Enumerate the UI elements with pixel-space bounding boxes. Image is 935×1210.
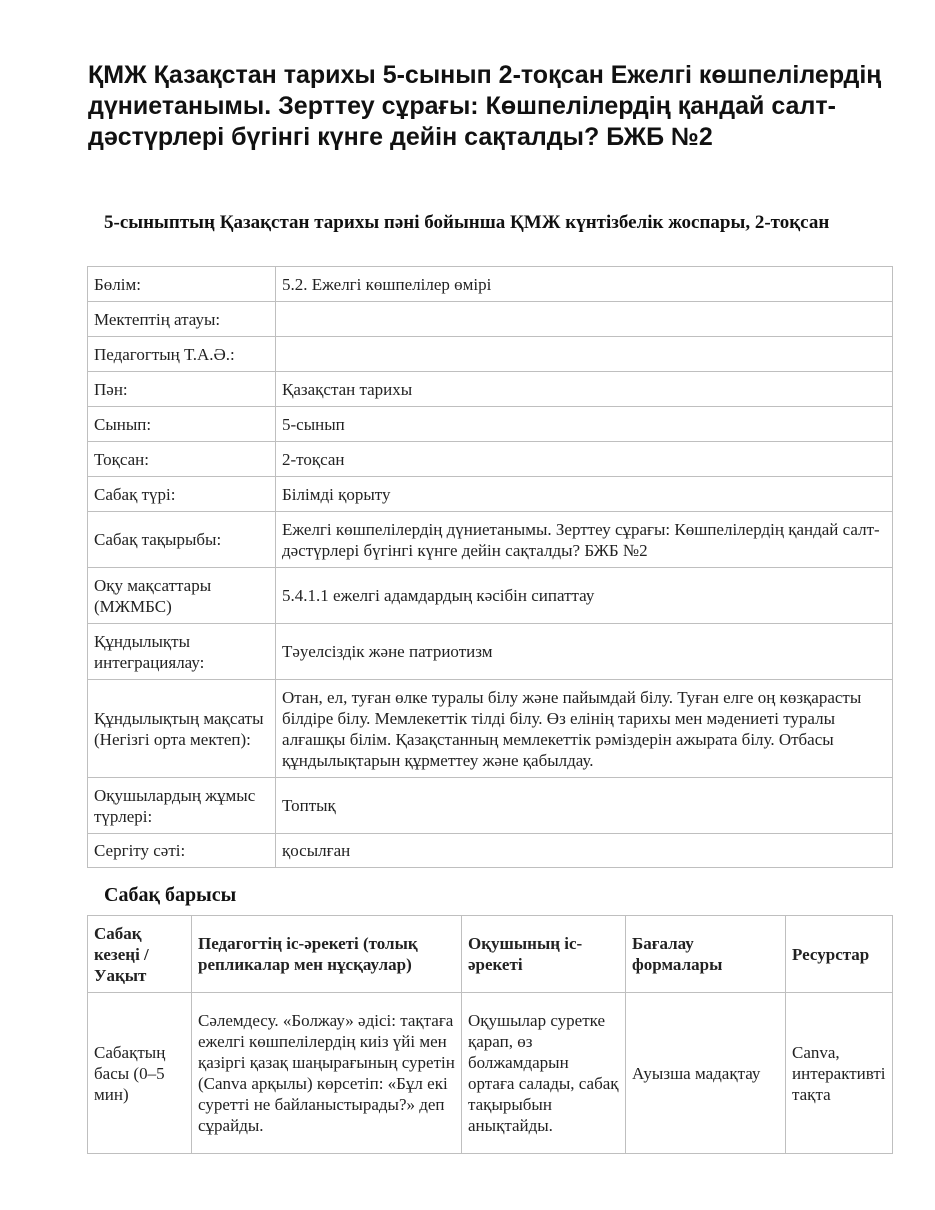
info-label: Бөлім: (88, 267, 276, 302)
table-row (88, 337, 893, 372)
resources-cell: Canva, интерактивті тақта (786, 993, 893, 1154)
info-label: Пән: (88, 372, 276, 407)
info-label: Құндылықтың мақсаты (Негізгі орта мектеп): (88, 680, 276, 778)
info-value: Ежелгі көшпелілердің дүниетанымы. Зерттеу сұрағы: Көшпелілердің қандай салт-дәстүрлері бүгінгі күнге дейін сақталды? БЖБ №2 (276, 512, 893, 568)
lesson-info-table (87, 266, 893, 868)
info-value: 5.2. Ежелгі көшпелілер өмірі (276, 267, 893, 302)
table-row (88, 624, 893, 680)
plan-subtitle: 5-сыныптың Қазақстан тарихы пәні бойынша ҚМЖ күнтізбелік жоспары, 2-тоқсан (104, 212, 830, 233)
table-header-row (88, 916, 893, 993)
table-row (88, 993, 893, 1154)
column-header-assessment: Бағалау формалары (626, 916, 786, 993)
info-value: 5.4.1.1 ежелгі адамдардың кәсібін сипаттау (276, 568, 893, 624)
info-label: Құндылықты интеграциялау: (88, 624, 276, 680)
teacher-activity-cell: Сәлемдесу. «Болжау» әдісі: тақтаға ежелгі көшпелілердің киіз үйі мен қазіргі қазақ шаңырағының суретін (Canva арқылы) көрсетіп: «Бұл екі суретті не байланыстырады?» деп сұрайды. (192, 993, 462, 1154)
table-row (88, 267, 893, 302)
info-value: Қазақстан тарихы (276, 372, 893, 407)
info-value: Білімді қорыту (276, 477, 893, 512)
lesson-progress-heading: Сабақ барысы (104, 884, 237, 906)
column-header-stage: Сабақ кезеңі / Уақыт (88, 916, 192, 993)
info-value: қосылған (276, 834, 893, 868)
table-row (88, 778, 893, 834)
info-label: Тоқсан: (88, 442, 276, 477)
document-title: ҚМЖ Қазақстан тарихы 5-сынып 2-тоқсан Ежелгі көшпелілердің дүниетанымы. Зерттеу сұрағы: Көшпелілердің қандай салт-дәстүрлері бүгінгі күнге дейін сақталды? БЖБ №2 (88, 61, 882, 151)
lesson-stage-cell: Сабақтың басы (0–5 мин) (88, 993, 192, 1154)
table-row (88, 372, 893, 407)
table-row (88, 834, 893, 868)
info-label: Мектептің атауы: (88, 302, 276, 337)
info-label: Педагогтың Т.А.Ә.: (88, 337, 276, 372)
info-value (276, 302, 893, 337)
student-activity-cell: Оқушылар суретке қарап, өз болжамдарын ортаға салады, сабақ тақырыбын анықтайды. (462, 993, 626, 1154)
table-row (88, 302, 893, 337)
table-row (88, 512, 893, 568)
info-value: Тәуелсіздік және патриотизм (276, 624, 893, 680)
info-label: Сынып: (88, 407, 276, 442)
info-label: Сабақ тақырыбы: (88, 512, 276, 568)
table-row (88, 477, 893, 512)
column-header-resources: Ресурстар (786, 916, 893, 993)
table-row (88, 442, 893, 477)
info-value: 5-сынып (276, 407, 893, 442)
assessment-cell: Ауызша мадақтау (626, 993, 786, 1154)
info-label: Оқу мақсаттары (МЖМБС) (88, 568, 276, 624)
column-header-student-activity: Оқушының іс-әрекеті (462, 916, 626, 993)
info-value: Топтық (276, 778, 893, 834)
info-value (276, 337, 893, 372)
lesson-progress-table (87, 915, 893, 1154)
column-header-teacher-activity: Педагогтің іс-әрекеті (толық репликалар мен нұсқаулар) (192, 916, 462, 993)
info-label: Оқушылардың жұмыс түрлері: (88, 778, 276, 834)
info-value: 2-тоқсан (276, 442, 893, 477)
info-label: Сергіту сәті: (88, 834, 276, 868)
info-label: Сабақ түрі: (88, 477, 276, 512)
info-value: Отан, ел, туған өлке туралы білу және пайымдай білу. Туған елге оң көзқарасты білдіре білу. Мемлекеттік тілді білу. Өз елінің тарихы мен мәдениеті туралы алғашқы білім. Қазақстанның мемлекеттік рәміздерін ажырата білу. Отбасы құндылықтарын құрметтеу және қабылдау. (276, 680, 893, 778)
table-row (88, 407, 893, 442)
table-row (88, 568, 893, 624)
table-row (88, 680, 893, 778)
